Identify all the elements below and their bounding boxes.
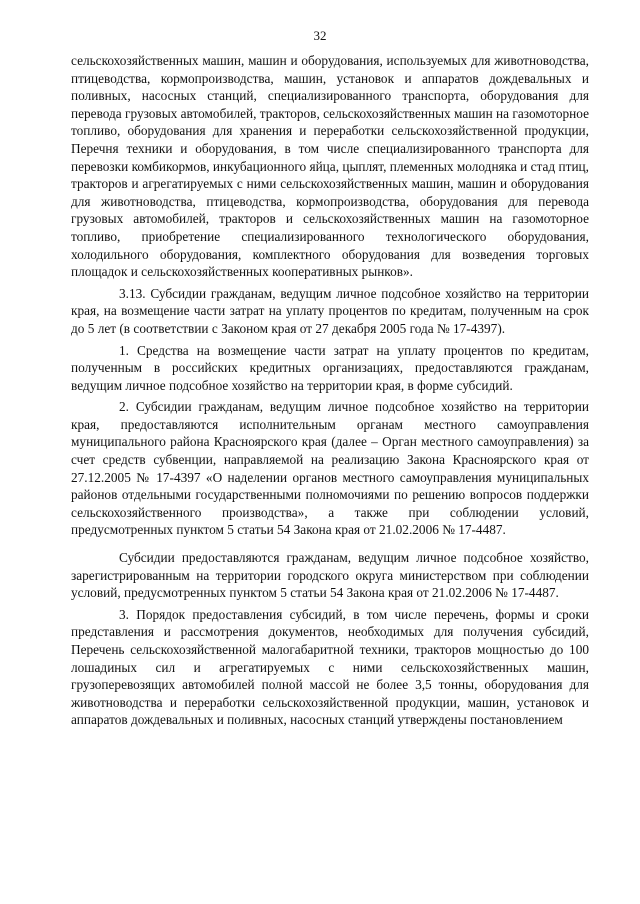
paragraph-item-2: 2. Субсидии гражданам, ведущим личное подсобное хозяйство на территории края, предоставляются исполнительным органам местного самоуправления муниципального района Красноярского края (далее – Орган местного самоуправления) за счет средств субвенции, направляемой на реализацию Закона Красноярского края от 27.12.2005 № 17-4397 «О наделении органов местного самоуправления муниципальных районов отдельными государственными полномочиями по решению вопросов поддержки сельскохозяйственного производства», а также при соблюдении условий, предусмотренных пунктом 5 статьи 54 Закона края от 21.02.2006 № 17-4487. xyxy=(71,399,589,538)
paragraph-item-3: 3. Порядок предоставления субсидий, в том числе перечень, формы и сроки представления и рассмотрения документов, необходимых для получения субсидий, Перечень сельскохозяйственной малогабаритной техники, тракторов мощностью до 100 лошадиных сил и агрегатируемых с ними сельскохозяйственных машин, грузоперевозящих автомобилей полной массой не более 3,5 тонны, оборудования для животноводства и переработки сельскохозяйственной продукции, машин, установок и аппаратов дождевальных и поливных, насосных станций утверждены постановлением xyxy=(71,606,589,728)
paragraph-item-1: 1. Средства на возмещение части затрат на уплату процентов по кредитам, полученным в российских кредитных организациях, предоставляются гражданам, ведущим личное подсобное хозяйство на территории края, в форме субсидий. xyxy=(71,342,589,393)
document-body xyxy=(71,52,589,729)
paragraph-section-3-13: 3.13. Субсидии гражданам, ведущим личное подсобное хозяйство на территории края, на возмещение части затрат на уплату процентов по кредитам, полученным на срок до 5 лет (в соответствии с Законом края от 27 декабря 2005 года № 17-4397). xyxy=(71,285,589,336)
page-number: 32 xyxy=(313,28,327,43)
paragraph-continuation: сельскохозяйственных машин, машин и оборудования, используемых для животноводства, птицеводства, кормопроизводства, машин, установок и аппаратов дождевальных и поливных, насосных станций, специализированного транспорта, оборудования для перевода грузовых автомобилей, тракторов, сельскохозяйственных машин на газомоторное топливо, оборудования для хранения и переработки сельскохозяйственной продукции, Перечня техники и оборудования, в том числе специализированного транспорта для перевозки комбикормов, инкубационного яйца, цыплят, племенных молодняка и стад птиц, тракторов и агрегатируемых с ними сельскохозяйственных машин, машин и оборудования для животноводства, птицеводства, кормопроизводства, оборудования для перевода грузовых автомобилей, тракторов и сельскохозяйственных машин на газомоторное топливо, приобретение специализированного технологического оборудования, холодильного оборудования, комплектного оборудования для возведения торговых площадок и сельскохозяйственных кооперативных рынков». xyxy=(71,53,589,280)
paragraph-subsidies-city: Субсидии предоставляются гражданам, ведущим личное подсобное хозяйство, зарегистрированным на территории городского округа министерством при соблюдении условий, предусмотренных пунктом 5 статьи 54 Закона края от 21.02.2006 № 17-4487. xyxy=(71,550,589,601)
